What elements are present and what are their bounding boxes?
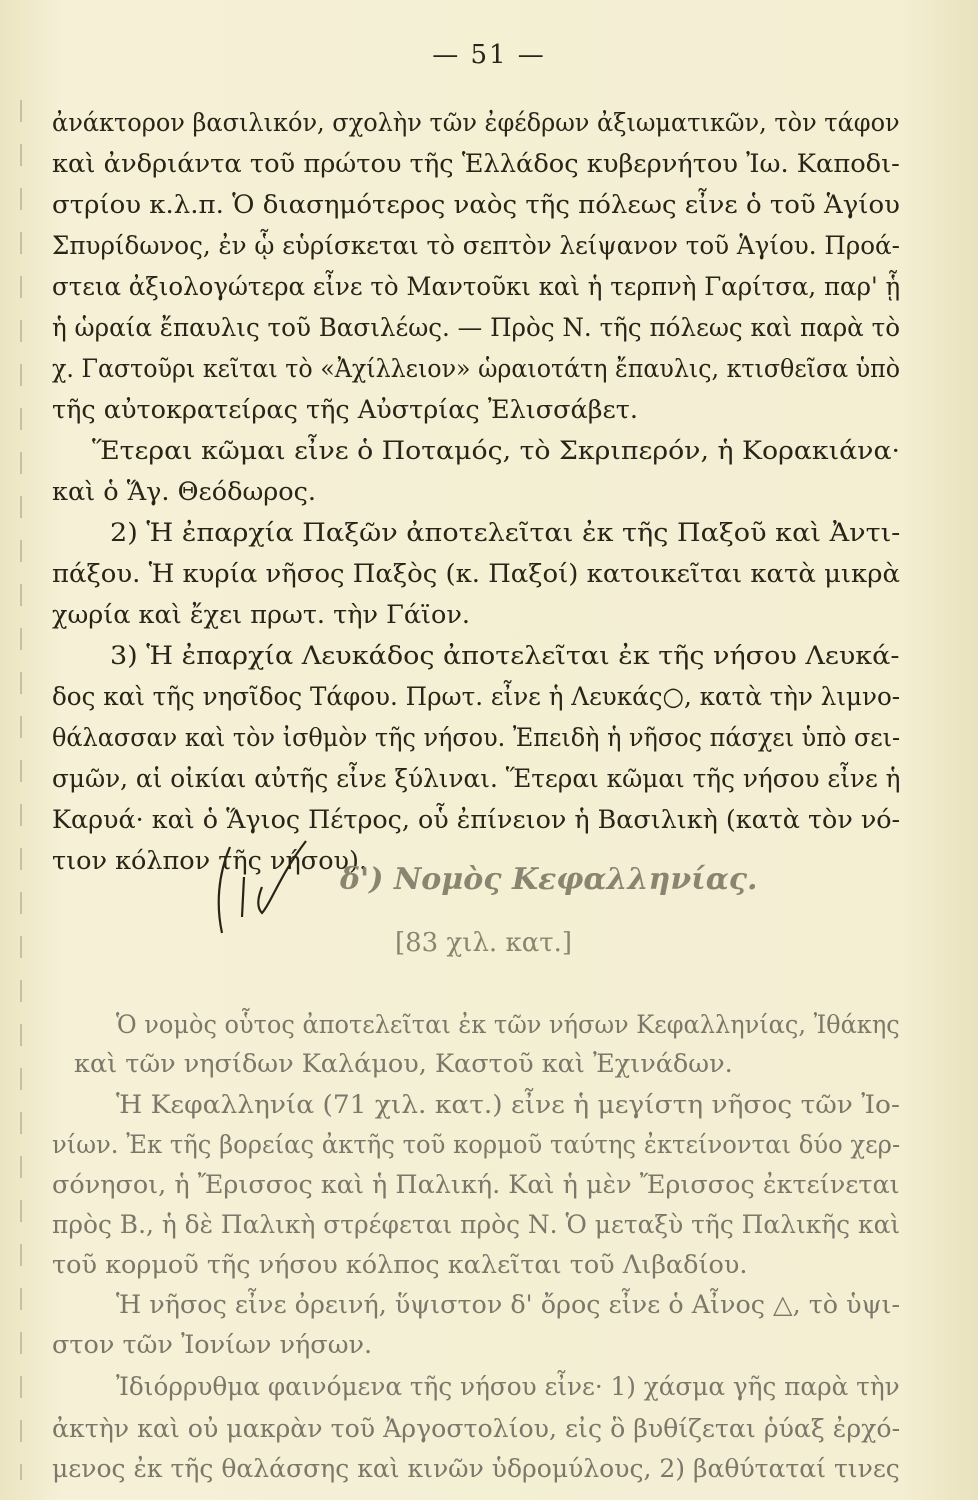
text-line: τῆς αὐτοκρατείρας τῆς Αὐστρίας Ἐλισσάβετ. (52, 395, 638, 425)
text-line: καὶ τῶν νησίδων Καλάμου, Καστοῦ καὶ Ἐχινάδων. (74, 1049, 733, 1079)
text-line: πρὸς Β., ἡ δὲ Παλικὴ στρέφεται πρὸς Ν. Ὁ μεταξὺ τῆς Παλικῆς καὶ (52, 1210, 901, 1240)
text-line: Σπυρίδωνος, ἐν ᾧ εὑρίσκεται τὸ σεπτὸν λείψανον τοῦ Ἁγίου. Προά- (52, 231, 900, 261)
text-line: στρίου κ.λ.π. Ὁ διασημότερος ναὸς τῆς πόλεως εἶνε ὁ τοῦ Ἁγίου (52, 190, 900, 220)
page-number: — 51 — (432, 40, 546, 70)
text-line: τιον κόλπον τῆς νήσου). (52, 846, 368, 876)
handwritten-mark-icon (210, 835, 340, 945)
text-line: Καρυά· καὶ ὁ Ἅγιος Πέτρος, οὗ ἐπίνειον ἡ Βασιλικὴ (κατὰ τὸν νό- (52, 805, 901, 835)
margin-rule (20, 100, 22, 1480)
text-line: Ἰδιόρρυθμα φαινόμενα τῆς νήσου εἶνε· 1) χάσμα γῆς παρὰ τὴν (116, 1372, 900, 1402)
text-line: στον τῶν Ἰονίων νήσων. (52, 1330, 373, 1360)
section-area: [83 χιλ. κατ.] (395, 928, 573, 958)
text-line: Ἕτεραι κῶμαι εἶνε ὁ Ποταμός, τὸ Σκριπερόν, ἡ Κορακιάνα· (92, 436, 901, 466)
text-line: καὶ ὁ Ἅγ. Θεόδωρος. (52, 477, 316, 507)
text-line: ἀκτὴν καὶ οὐ μακρὰν τοῦ Ἀργοστολίου, εἰς ὃ βυθίζεται ῥύαξ ἐρχό- (52, 1414, 901, 1444)
text-line: χωρία καὶ ἔχει πρωτ. τὴν Γάϊον. (52, 600, 470, 630)
text-line: ἀνάκτορον βασιλικόν, σχολὴν τῶν ἐφέδρων ἀξιωματικῶν, τὸν τάφον (52, 108, 900, 138)
text-line: τοῦ κορμοῦ τῆς νήσου κόλπος καλεῖται τοῦ Λιβαδίου. (52, 1250, 748, 1280)
text-line: θάλασσαν καὶ τὸν ἰσθμὸν τῆς νήσου. Ἐπειδὴ ἡ νῆσος πάσχει ὑπὸ σει- (52, 723, 901, 753)
text-line: Ἡ Κεφαλληνία (71 χιλ. κατ.) εἶνε ἡ μεγίστη νῆσος τῶν Ἰο- (116, 1090, 900, 1120)
text-line: σμῶν, αἱ οἰκίαι αὐτῆς εἶνε ξύλιναι. Ἕτεραι κῶμαι τῆς νήσου εἶνε ἡ (52, 764, 901, 794)
text-line: Ἡ νῆσος εἶνε ὀρεινή, ὕψιστον δ' ὄρος εἶνε ὁ Αἶνος △, τὸ ὑψι- (116, 1290, 901, 1320)
text-line: στεια ἀξιολογώτερα εἶνε τὸ Μαντοῦκι καὶ ἡ τερπνὴ Γαρίτσα, παρ' ᾗ (52, 272, 901, 302)
section-title: δ') Νομὸς Κεφαλληνίας. (340, 862, 758, 897)
text-line: δος καὶ τῆς νησῖδος Τάφου. Πρωτ. εἶνε ἡ Λευκάς○, κατὰ τὴν λιμνο- (52, 682, 901, 712)
text-line: χ. Γαστοῦρι κεῖται τὸ «Ἀχίλλειον» ὡραιοτάτη ἔπαυλις, κτισθεῖσα ὑπὸ (52, 354, 901, 384)
text-line: νίων. Ἐκ τῆς βορείας ἀκτῆς τοῦ κορμοῦ ταύτης ἐκτείνονται δύο χερ- (52, 1130, 901, 1160)
text-line: 2) Ἡ ἐπαρχία Παξῶν ἀποτελεῖται ἐκ τῆς Παξοῦ καὶ Ἀντι- (110, 518, 901, 548)
text-line: μενος ἐκ τῆς θαλάσσης καὶ κινῶν ὑδρομύλους, 2) βαθύταταί τινες (52, 1454, 900, 1484)
text-line: καὶ ἀνδριάντα τοῦ πρώτου τῆς Ἑλλάδος κυβερνήτου Ἰω. Καποδι- (52, 149, 900, 179)
text-line: ἡ ὡραία ἔπαυλις τοῦ Βασιλέως. — Πρὸς Ν. τῆς πόλεως καὶ παρὰ τὸ (52, 313, 901, 343)
text-line: σόνησοι, ἡ Ἔρισσος καὶ ἡ Παλική. Καὶ ἡ μὲν Ἔρισσος ἐκτείνεται (52, 1170, 900, 1200)
text-line: πάξου. Ἡ κυρία νῆσος Παξὸς (κ. Παξοί) κατοικεῖται κατὰ μικρὰ (52, 559, 900, 589)
text-line: Ὁ νομὸς οὗτος ἀποτελεῖται ἐκ τῶν νήσων Κεφαλληνίας, Ἰθάκης (116, 1010, 900, 1040)
text-line: 3) Ἡ ἐπαρχία Λευκάδος ἀποτελεῖται ἐκ τῆς νήσου Λευκά- (110, 641, 900, 671)
